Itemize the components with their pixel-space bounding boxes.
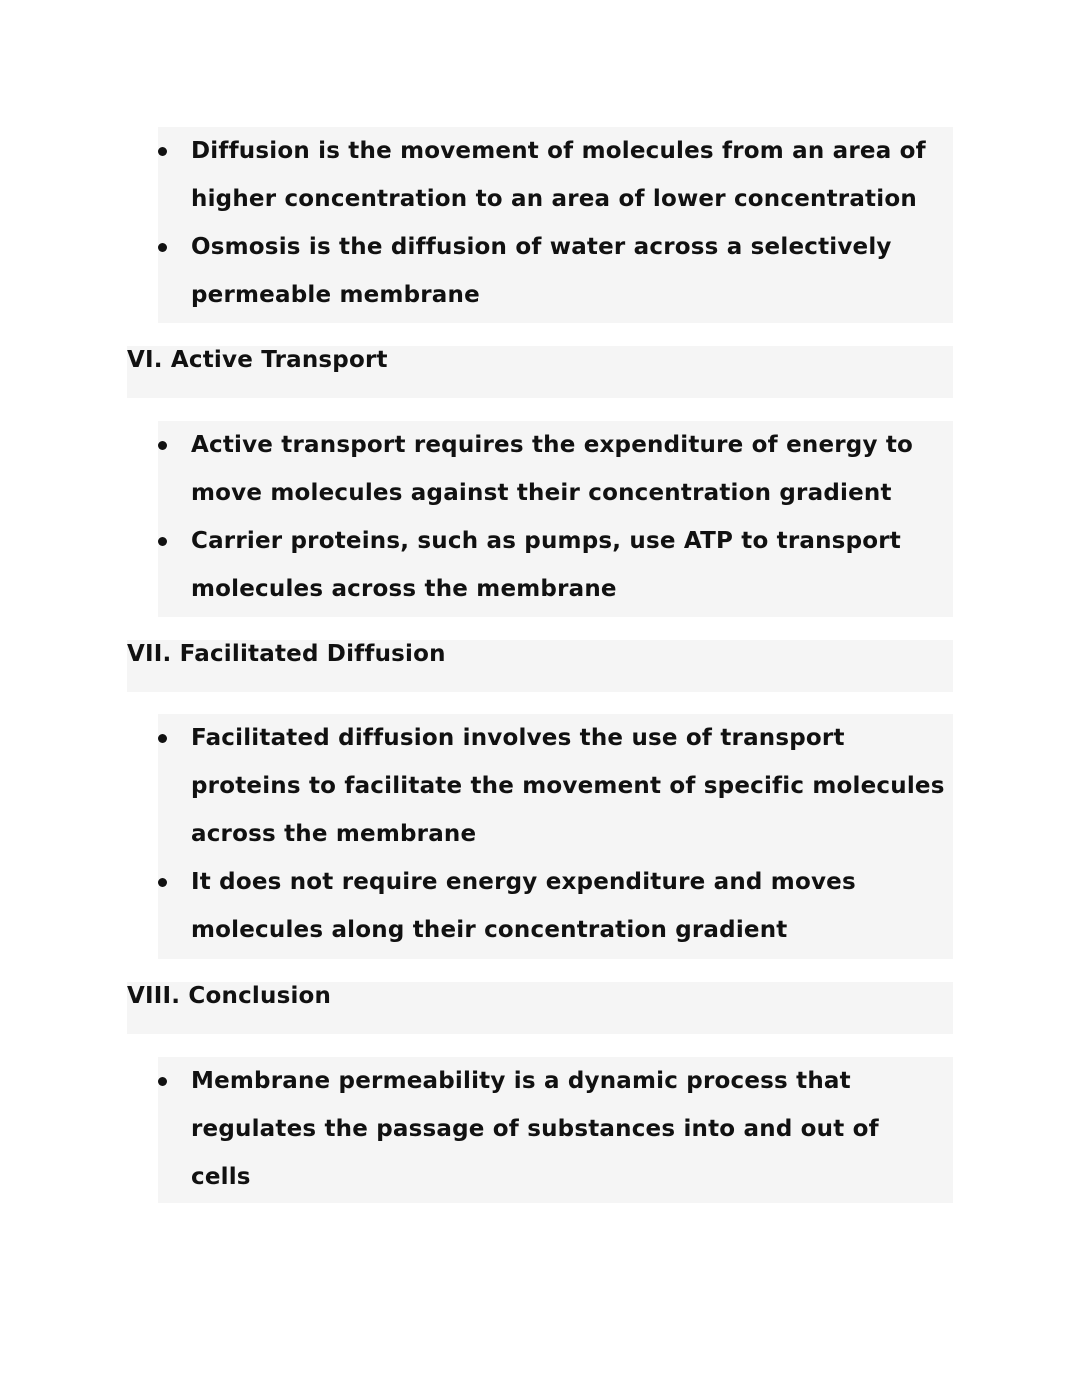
bullet-osmosis <box>158 223 953 319</box>
section-heading-text: VI. Active Transport <box>127 347 388 373</box>
bullet-diffusion <box>158 127 953 223</box>
bullet-line: Membrane permeability is a dynamic process that <box>191 1068 851 1094</box>
bullet-dot-icon <box>158 537 167 546</box>
bullet-line: It does not require energy expenditure and moves <box>191 869 856 895</box>
section-heading-facilitated-diffusion <box>127 640 953 692</box>
bullet-block-facilitated-diffusion <box>158 714 953 959</box>
section-heading-text: VIII. Conclusion <box>127 983 332 1009</box>
bullet-line: cells <box>191 1164 251 1190</box>
bullet-dot-icon <box>158 147 167 156</box>
bullet-line: molecules across the membrane <box>191 576 617 602</box>
bullet-dot-icon <box>158 878 167 887</box>
bullet-block-active-transport <box>158 421 953 617</box>
bullet-line: Diffusion is the movement of molecules from an area of <box>191 138 926 164</box>
bullet-list <box>158 714 953 954</box>
bullet-line: permeable membrane <box>191 282 480 308</box>
bullet-line: molecules along their concentration gradient <box>191 917 788 943</box>
bullet-line: move molecules against their concentration gradient <box>191 480 892 506</box>
bullet-dot-icon <box>158 243 167 252</box>
bullet-line: higher concentration to an area of lower concentration <box>191 186 917 212</box>
bullet-line: Facilitated diffusion involves the use of transport <box>191 725 845 751</box>
bullet-facilitated-diffusion-proteins <box>158 714 953 858</box>
section-heading-active-transport <box>127 346 953 398</box>
bullet-line: across the membrane <box>191 821 477 847</box>
bullet-block-conclusion <box>158 1057 953 1203</box>
bullet-line: Osmosis is the diffusion of water across a selectively <box>191 234 892 260</box>
bullet-line: Carrier proteins, such as pumps, use ATP to transport <box>191 528 901 554</box>
bullet-active-transport-energy <box>158 421 953 517</box>
bullet-dot-icon <box>158 734 167 743</box>
bullet-carrier-proteins <box>158 517 953 613</box>
bullet-no-energy <box>158 858 953 954</box>
bullet-list <box>158 127 953 319</box>
bullet-line: proteins to facilitate the movement of specific molecules <box>191 773 945 799</box>
bullet-list <box>158 1057 953 1201</box>
bullet-list <box>158 421 953 613</box>
section-heading-conclusion <box>127 982 953 1034</box>
bullet-block-diffusion-osmosis <box>158 127 953 323</box>
bullet-dot-icon <box>158 441 167 450</box>
bullet-line: Active transport requires the expenditure of energy to <box>191 432 914 458</box>
section-heading-text: VII. Facilitated Diffusion <box>127 641 446 667</box>
bullet-line: regulates the passage of substances into and out of <box>191 1116 879 1142</box>
bullet-dot-icon <box>158 1077 167 1086</box>
bullet-membrane-permeability <box>158 1057 953 1201</box>
